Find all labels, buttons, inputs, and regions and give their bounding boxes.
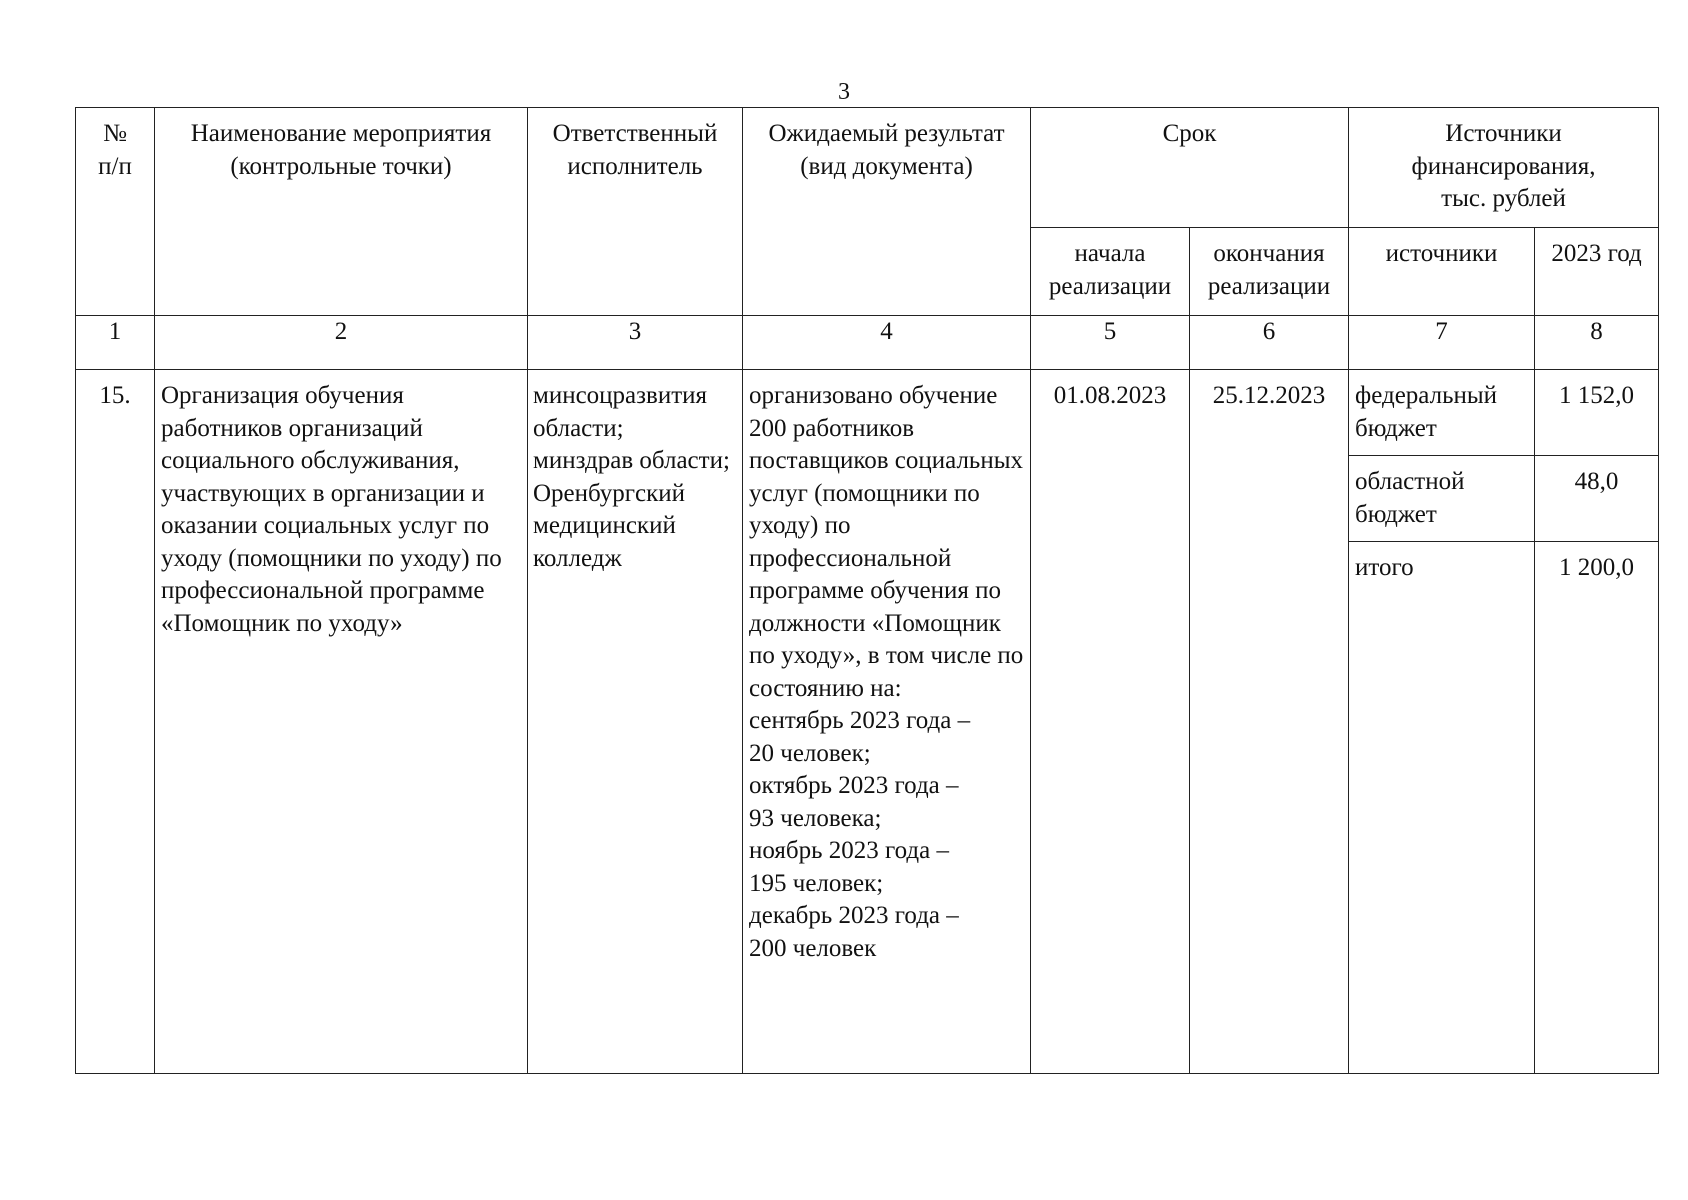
column-number: 8 [1535,316,1659,370]
header-expected-result: Ожидаемый результат (вид документа) [743,108,1031,316]
activity-name: Организация обучения работников организаций социального обслуживания, участвующих в организации и оказании социальных услуг по уходу (помощники по уходу) по профессиональной программе «Помощник по уходу» [155,370,528,1074]
header-term-start: начала реализации [1031,228,1190,316]
column-number: 7 [1349,316,1535,370]
header-term-end: окончания реализации [1190,228,1349,316]
column-number: 2 [155,316,528,370]
financing-source: федеральный бюджет [1349,370,1535,456]
activity-plan-table [75,107,1659,1074]
row-number: 15. [76,370,155,1074]
financing-amount: 1 200,0 [1535,542,1659,1074]
page-number: 3 [838,79,850,105]
column-number: 1 [76,316,155,370]
header-number: № п/п [76,108,155,316]
financing-source: областной бюджет [1349,456,1535,542]
header-row-top [76,108,1659,228]
responsible-executor: минсоцразвития области; минздрав области; Оренбургский медицинский колледж [528,370,743,1074]
column-number: 4 [743,316,1031,370]
header-term: Срок [1031,108,1349,228]
header-sources: источники [1349,228,1535,316]
header-year: 2023 год [1535,228,1659,316]
activity-row [76,370,1659,456]
column-number: 3 [528,316,743,370]
header-responsible: Ответственный исполнитель [528,108,743,316]
header-activity-name: Наименование мероприятия (контрольные точки) [155,108,528,316]
expected-result: организовано обучение 200 работников поставщиков социальных услуг (помощники по уходу) по профессиональной программе обучения по должности «Помощник по уходу», в том числе по состоянию на: сентябрь 2023 года – 20 человек; октябрь 2023 года – 93 человека; ноябрь 2023 года – 195 человек; декабрь 2023 года – 200 человек [743,370,1031,1074]
start-date: 01.08.2023 [1031,370,1190,1074]
financing-amount: 48,0 [1535,456,1659,542]
column-number-row [76,316,1659,370]
financing-amount: 1 152,0 [1535,370,1659,456]
column-number: 6 [1190,316,1349,370]
column-number: 5 [1031,316,1190,370]
header-financing: Источники финансирования, тыс. рублей [1349,108,1659,228]
financing-source: итого [1349,542,1535,1074]
end-date: 25.12.2023 [1190,370,1349,1074]
